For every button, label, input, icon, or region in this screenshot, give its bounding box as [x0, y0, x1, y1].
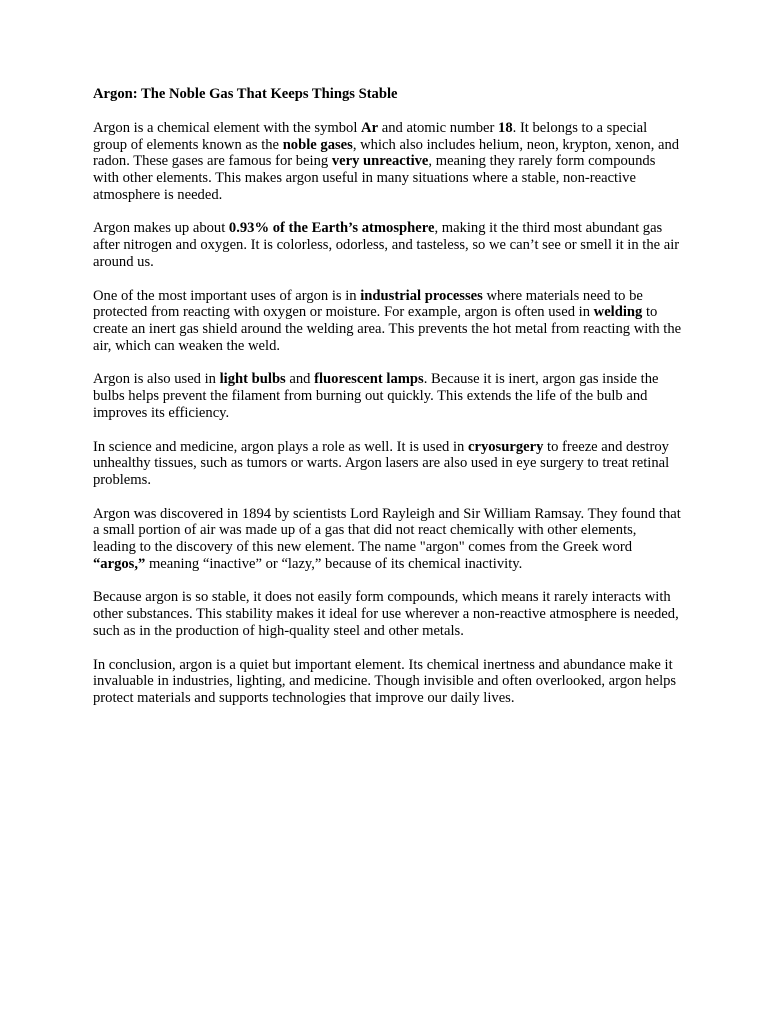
text-span: where materials need to be protected from reacting with oxygen or moisture. For example, argon is often used in [93, 287, 643, 321]
text-span: meaning “inactive” or “lazy,” because of its chemical inactivity. [145, 555, 523, 572]
text-span: and [285, 371, 315, 388]
text-span: , meaning they rarely form compounds with other elements. This makes argon useful in many situations where a stable, non-reactive atmosphere is needed. [93, 153, 656, 203]
text-span: . It belongs to a special group of elements known as the [93, 119, 648, 153]
text-span: , which also includes helium, neon, krypton, xenon, and radon. These gases are famous for being [93, 136, 680, 170]
paragraph-stability [93, 589, 683, 639]
paragraph-industrial [93, 288, 683, 355]
text-span: to freeze and destroy unhealthy tissues, such as tumors or warts. Argon lasers are also used in eye surgery to treat retinal problems. [93, 438, 670, 489]
text-span: and atomic number [378, 119, 499, 136]
bold-term-atomic-number: 18 [498, 119, 513, 136]
bold-term-welding: welding [593, 304, 643, 321]
text-span: , making it the third most abundant gas after nitrogen and oxygen. It is colorless, odorless, and tasteless, so we can’t see or smell it in the air around us. [93, 220, 680, 271]
text-span: Argon is a chemical element with the symbol [93, 119, 362, 136]
bold-term-argos: “argos,” [93, 555, 146, 572]
text-span: One of the most important uses of argon is in [93, 287, 361, 304]
text-span: Because argon is so stable, it does not easily form compounds, which means it rarely interacts with other substances. This stability makes it ideal for use wherever a non-reactive atmosphere is needed, such as in the production of high-quality steel and other metals. [93, 589, 679, 640]
text-span: In conclusion, argon is a quiet but important element. Its chemical inertness and abundance make it invaluable in industries, lighting, and medicine. Though invisible and often overlooked, argon helps protect materials and supports technologies that improve our daily lives. [93, 656, 677, 707]
text-span: Argon is also used in [93, 371, 220, 388]
bold-term-fluorescent-lamps: fluorescent lamps [314, 371, 424, 388]
bold-term-atmosphere: 0.93% of the Earth’s atmosphere [228, 220, 435, 237]
bold-term-noble-gases: noble gases [282, 136, 353, 153]
paragraph-lighting [93, 371, 683, 421]
bold-term-cryosurgery: cryosurgery [468, 438, 544, 455]
text-span: Argon was discovered in 1894 by scientists Lord Rayleigh and Sir William Ramsay. They found that a small portion of air was made up of a gas that did not react chemically with other elements, leading to the discovery of this new element. The name "argon" comes from the Greek word [93, 505, 681, 556]
text-span: In science and medicine, argon plays a role as well. It is used in [93, 438, 468, 455]
bold-term-symbol: Ar [361, 119, 379, 136]
bold-term-industrial-processes: industrial processes [360, 287, 483, 304]
text-span: Argon makes up about [93, 220, 229, 237]
document-title: Argon: The Noble Gas That Keeps Things Stable [93, 86, 398, 102]
paragraph-atmosphere [93, 220, 683, 270]
bold-term-very-unreactive: very unreactive [331, 153, 429, 170]
bold-term-light-bulbs: light bulbs [219, 371, 286, 388]
paragraph-medicine [93, 439, 683, 489]
paragraph-intro [93, 120, 683, 204]
text-span: . Because it is inert, argon gas inside the bulbs helps prevent the filament from burning out quickly. This extends the life of the bulb and improves its efficiency. [93, 371, 659, 422]
document-page [93, 86, 683, 724]
text-span: to create an inert gas shield around the welding area. This prevents the hot metal from reacting with the air, which can weaken the weld. [93, 304, 682, 354]
paragraph-conclusion [93, 657, 683, 707]
paragraph-discovery [93, 506, 683, 573]
